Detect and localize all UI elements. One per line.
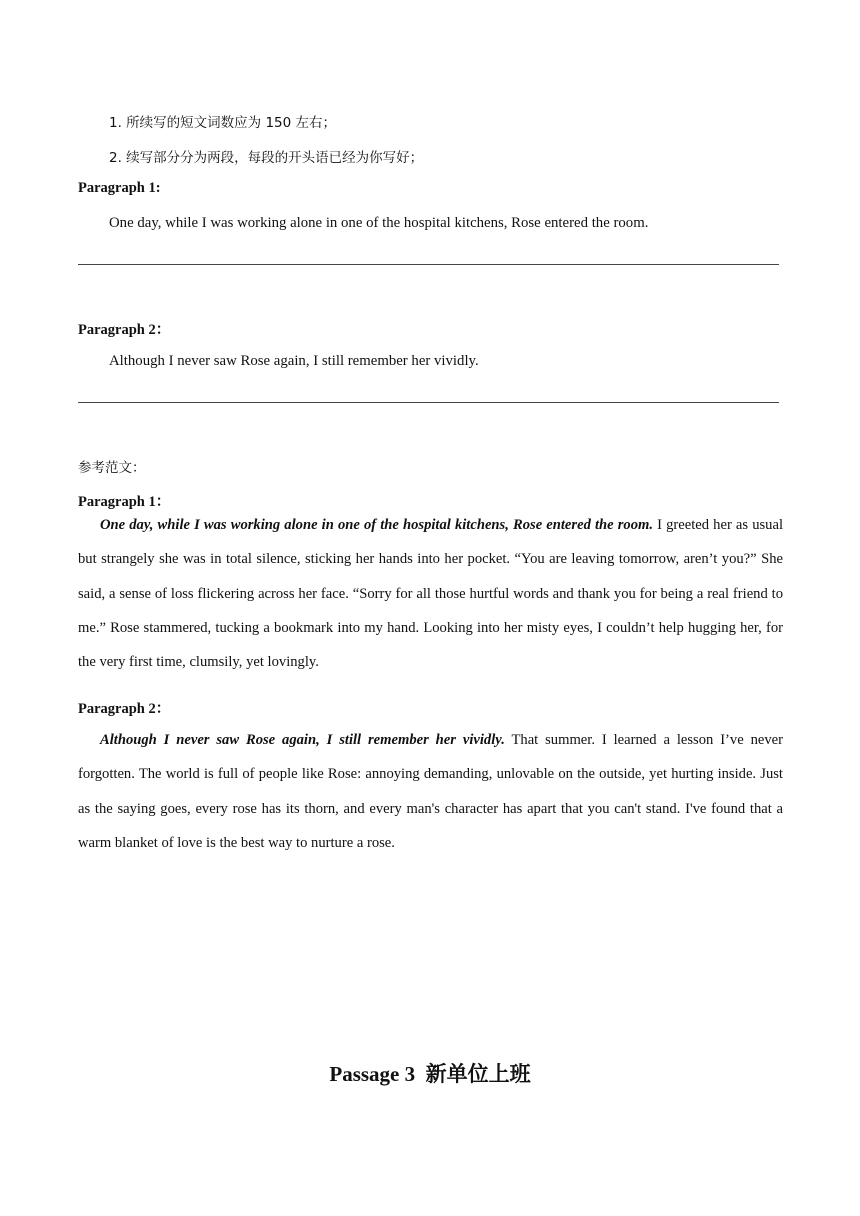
passage-title (0, 1058, 860, 1088)
prompt-paragraph-1-opening: One day, while I was working alone in one of the hospital kitchens, Rose entered the room. (109, 215, 649, 231)
passage-title-cn: 新单位上班 (425, 1062, 531, 1086)
answer-line-2 (78, 402, 779, 403)
prompt-paragraph-2-label: Paragraph 2： (78, 322, 171, 338)
requirement-1: 1. 所续写的短文词数应为 150 左右； (109, 115, 337, 131)
sample-paragraph-1 (78, 508, 783, 679)
sample-paragraph-1-lead: One day, while I was working alone in one of the hospital kitchens, Rose entered the room. (100, 517, 654, 533)
prompt-paragraph-2-opening: Although I never saw Rose again, I still remember her vividly. (109, 353, 479, 369)
sample-paragraph-2-lead: Although I never saw Rose again, I still remember her vividly. (100, 732, 505, 748)
requirement-2: 2. 续写部分分为两段，每段的开头语已经为你写好； (109, 150, 424, 166)
sample-paragraph-2-label: Paragraph 2： (78, 701, 171, 717)
sample-paragraph-1-body: I greeted her as usual but strangely she was in total silence, sticking her hands into her pocket. “You are leaving tomorrow, aren’t you?” She said, a sense of loss flickering across her face. “Sorry for all those hurtful words and thank you for being a real friend to me.” Rose stammered, tucking a bookmark into my hand. Looking into her misty eyes, I couldn’t help hugging her, for the very first time, clumsily, yet lovingly. (78, 517, 784, 671)
sample-paragraph-2-body: That summer. I learned a lesson I’ve never forgotten. The world is full of people like Rose: annoying demanding, unlovable on the outside, yet hurting inside. Just as the saying goes, every rose has its thorn, and every man's character has apart that you can't stand. I've found that a warm blanket of love is the best way to nurture a rose. (78, 732, 783, 851)
sample-paragraph-1-label: Paragraph 1： (78, 494, 171, 510)
prompt-paragraph-1-label: Paragraph 1: (78, 180, 161, 196)
sample-heading: 参考范文： (78, 460, 146, 476)
answer-line-1 (78, 264, 779, 265)
sample-paragraph-2 (78, 723, 783, 860)
passage-title-en: Passage 3 (329, 1062, 416, 1086)
